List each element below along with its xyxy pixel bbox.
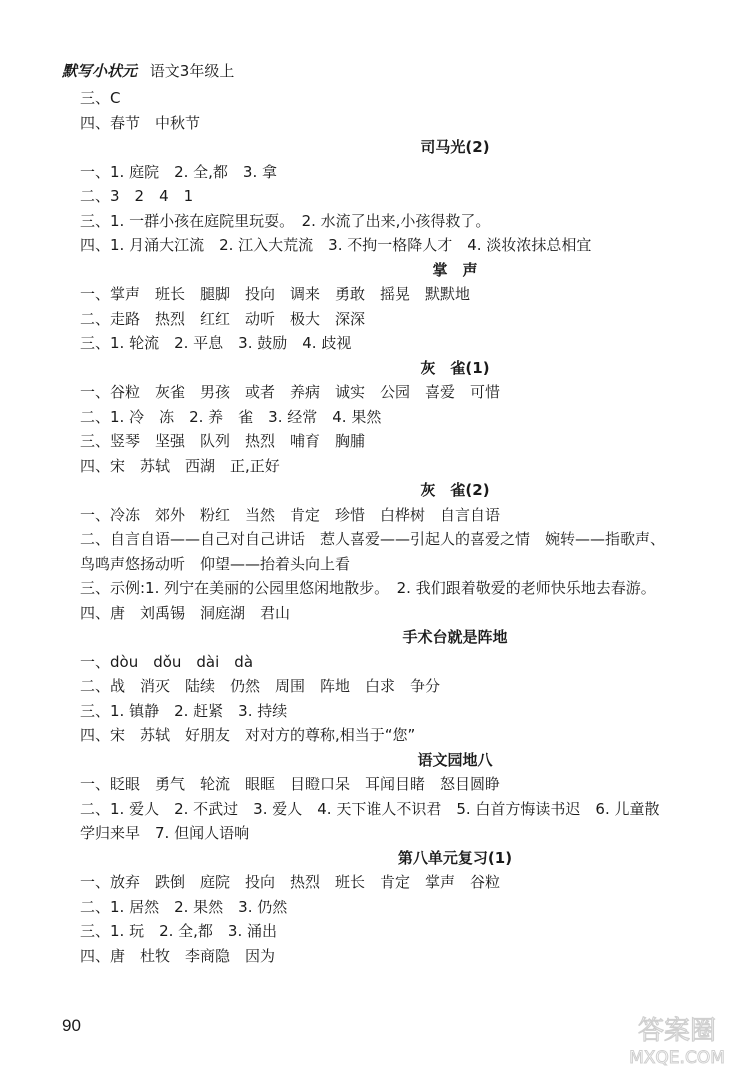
answer-line: 学归来早 7. 但闻人语响 (80, 824, 250, 842)
answer-line: 三、示例:1. 列宁在美丽的公园里悠闲地散步。 2. 我们跟着敬爱的老师快乐地去春游。 (80, 579, 656, 597)
answer-line: 一、dòu dǒu dài dà (80, 652, 254, 671)
answer-line: 一、掌声 班长 腿脚 投向 调来 勇敢 摇晃 默默地 (80, 285, 471, 303)
answer-line: 一、谷粒 灰雀 男孩 或者 养病 诚实 公园 喜爱 可惜 (80, 383, 501, 401)
answer-line: 三、C (80, 89, 121, 107)
answer-line: 二、1. 居然 2. 果然 3. 仍然 (80, 897, 288, 916)
section-title: 语文园地八 (417, 750, 493, 769)
answer-line: 二、3 2 4 1 (80, 187, 194, 205)
answer-line: 四、宋 苏轼 好朋友 对对方的尊称,相当于“您” (80, 726, 416, 744)
section-title: 掌 声 (432, 260, 478, 279)
section-title: 手术台就是阵地 (402, 628, 508, 646)
answer-line: 三、1. 轮流 2. 平息 3. 鼓励 4. 歧视 (80, 334, 352, 352)
page-number: 90 (62, 1016, 81, 1035)
answer-section (80, 478, 720, 625)
answer-line: 四、春节 中秋节 (80, 113, 201, 132)
book-brand: 默写小状元 (62, 62, 138, 80)
book-subject: 语文3年级上 (149, 62, 235, 80)
page-header (62, 60, 234, 81)
answer-line: 三、1. 玩 2. 全,都 3. 涌出 (80, 922, 278, 940)
section-title: 灰 雀(2) (420, 481, 490, 499)
answer-line: 一、冷冻 郊外 粉红 当然 肯定 珍惜 白桦树 自言自语 (80, 505, 501, 524)
answer-line: 二、走路 热烈 红红 动听 极大 深深 (80, 309, 366, 328)
answer-line: 三、1. 一群小孩在庭院里玩耍。 2. 水流了出来,小孩得救了。 (80, 211, 491, 230)
watermark-text: 答案圈 (637, 1016, 717, 1046)
answer-section (80, 748, 720, 846)
answer-line: 四、宋 苏轼 西湖 正,正好 (80, 456, 280, 475)
section-title: 司马光(2) (420, 138, 490, 156)
answer-line: 二、1. 爱人 2. 不武过 3. 爱人 4. 天下谁人不识君 5. 白首方悔读书迟 6. 儿童散 (80, 799, 660, 818)
answer-line: 二、自言自语——自己对自己讲话 惹人喜爱——引起人的喜爱之情 婉转——指歌声、 (80, 530, 666, 548)
answer-line: 一、1. 庭院 2. 全,都 3. 拿 (80, 162, 278, 181)
answer-section (80, 135, 720, 258)
watermark-logo (612, 1009, 742, 1069)
answer-line: 四、1. 月涌大江流 2. 江入大荒流 3. 不拘一格降人才 4. 淡妆浓抹总相宜 (80, 236, 592, 254)
answer-line: 二、1. 冷 冻 2. 养 雀 3. 经常 4. 果然 (80, 407, 382, 426)
answer-section (80, 356, 720, 479)
answer-section (80, 625, 720, 748)
answer-line: 三、1. 镇静 2. 赶紧 3. 持续 (80, 701, 288, 720)
answer-content (80, 86, 720, 968)
answer-line: 四、唐 刘禹锡 洞庭湖 君山 (80, 603, 291, 622)
answer-line: 一、放弃 跌倒 庭院 投向 热烈 班长 肯定 掌声 谷粒 (80, 873, 501, 891)
watermark-url: MXQE.COM (629, 1048, 725, 1068)
section-title: 第八单元复习(1) (397, 848, 513, 867)
answer-line: 一、眨眼 勇气 轮流 眼眶 目瞪口呆 耳闻目睹 怒目圆睁 (80, 775, 501, 793)
section-title: 灰 雀(1) (420, 358, 490, 377)
answer-section (80, 846, 720, 969)
answer-section (80, 86, 720, 135)
answer-line: 三、竖琴 坚强 队列 热烈 哺育 胸脯 (80, 432, 366, 450)
answer-section (80, 258, 720, 356)
answer-line: 鸟鸣声悠扬动听 仰望——抬着头向上看 (80, 554, 351, 573)
answer-line: 二、战 消灭 陆续 仍然 周围 阵地 白求 争分 (80, 677, 441, 695)
answer-line: 四、唐 杜牧 李商隐 因为 (80, 946, 276, 965)
